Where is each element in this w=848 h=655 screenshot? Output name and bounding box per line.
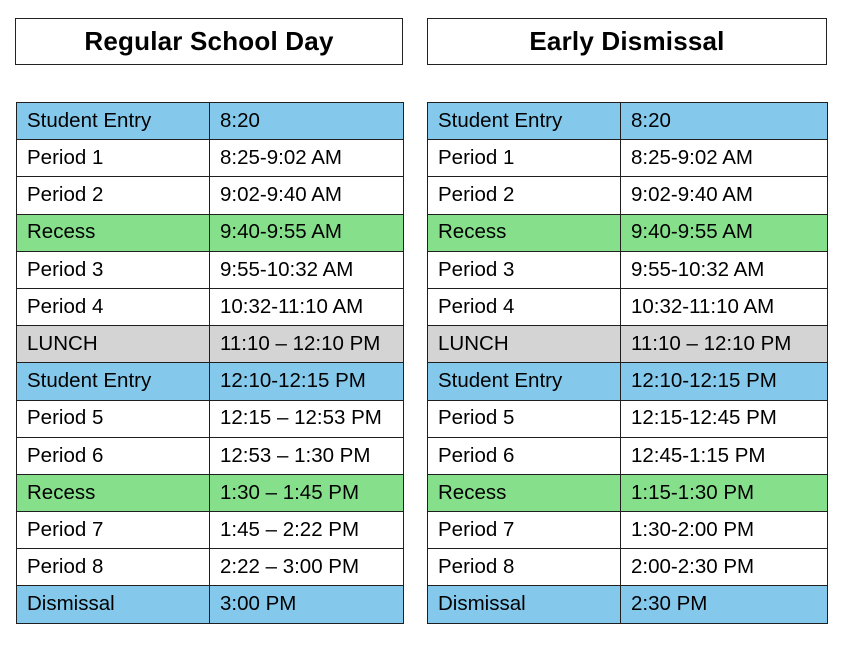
schedule-row-time: 2:00-2:30 PM — [621, 549, 828, 586]
schedule-row-label: Student Entry — [428, 363, 621, 400]
schedule-row-label: Period 2 — [428, 177, 621, 214]
schedule-row-label: Period 8 — [428, 549, 621, 586]
schedule-row — [17, 251, 404, 288]
schedule-row-time: 12:53 – 1:30 PM — [210, 437, 404, 474]
schedule-row-label: Dismissal — [17, 586, 210, 623]
early-dismissal-schedule-table — [427, 102, 828, 624]
schedule-row — [428, 140, 828, 177]
schedule-row — [17, 103, 404, 140]
schedule-row — [428, 288, 828, 325]
schedule-row — [428, 586, 828, 623]
schedule-row-label: LUNCH — [17, 326, 210, 363]
schedule-row-time: 3:00 PM — [210, 586, 404, 623]
schedule-row-time: 11:10 – 12:10 PM — [210, 326, 404, 363]
schedule-row — [17, 586, 404, 623]
schedule-row — [428, 326, 828, 363]
schedule-row-time: 9:02-9:40 AM — [210, 177, 404, 214]
schedule-row — [428, 549, 828, 586]
schedule-row-time: 1:30-2:00 PM — [621, 512, 828, 549]
schedule-row-time: 12:10-12:15 PM — [210, 363, 404, 400]
schedule-row — [17, 512, 404, 549]
schedule-row-time: 9:55-10:32 AM — [621, 251, 828, 288]
schedule-row-time: 1:15-1:30 PM — [621, 474, 828, 511]
schedule-row-time: 12:15 – 12:53 PM — [210, 400, 404, 437]
schedule-row-label: Recess — [17, 474, 210, 511]
schedule-row-label: Period 6 — [17, 437, 210, 474]
schedule-row-label: Period 1 — [428, 140, 621, 177]
schedule-row-label: Period 3 — [17, 251, 210, 288]
schedule-row — [428, 400, 828, 437]
schedule-row — [17, 400, 404, 437]
schedule-row-time: 10:32-11:10 AM — [621, 288, 828, 325]
schedule-row-time: 11:10 – 12:10 PM — [621, 326, 828, 363]
schedule-row — [428, 177, 828, 214]
schedule-row — [17, 214, 404, 251]
schedule-row — [17, 140, 404, 177]
schedule-row-time: 1:45 – 2:22 PM — [210, 512, 404, 549]
schedule-row-time: 8:20 — [621, 103, 828, 140]
schedule-row-time: 9:02-9:40 AM — [621, 177, 828, 214]
schedule-row-label: Period 5 — [17, 400, 210, 437]
schedule-row-time: 9:55-10:32 AM — [210, 251, 404, 288]
schedule-row-time: 8:25-9:02 AM — [621, 140, 828, 177]
schedule-row-time: 12:10-12:15 PM — [621, 363, 828, 400]
schedule-row-label: Period 6 — [428, 437, 621, 474]
schedule-row-label: Period 2 — [17, 177, 210, 214]
schedule-row — [428, 512, 828, 549]
schedule-row-label: Period 4 — [428, 288, 621, 325]
schedule-row-time: 2:22 – 3:00 PM — [210, 549, 404, 586]
schedule-row — [17, 363, 404, 400]
schedule-row-label: Recess — [428, 214, 621, 251]
schedule-row-time: 8:20 — [210, 103, 404, 140]
regular-day-title: Regular School Day — [15, 18, 403, 65]
schedule-row — [17, 288, 404, 325]
schedule-row-label: Student Entry — [428, 103, 621, 140]
schedule-row-time: 1:30 – 1:45 PM — [210, 474, 404, 511]
schedule-row — [17, 474, 404, 511]
schedule-row — [428, 251, 828, 288]
schedule-row-label: LUNCH — [428, 326, 621, 363]
schedule-row — [17, 437, 404, 474]
schedule-row-time: 9:40-9:55 AM — [621, 214, 828, 251]
schedule-row — [428, 474, 828, 511]
schedule-row-time: 12:45-1:15 PM — [621, 437, 828, 474]
schedule-row-label: Recess — [17, 214, 210, 251]
schedule-row — [17, 177, 404, 214]
schedule-row-label: Period 7 — [428, 512, 621, 549]
schedule-row — [428, 214, 828, 251]
schedule-row-label: Period 5 — [428, 400, 621, 437]
schedule-row — [17, 549, 404, 586]
schedule-row-time: 2:30 PM — [621, 586, 828, 623]
schedule-row-label: Period 3 — [428, 251, 621, 288]
schedule-row-time: 8:25-9:02 AM — [210, 140, 404, 177]
schedule-row-label: Period 8 — [17, 549, 210, 586]
schedule-row-label: Period 4 — [17, 288, 210, 325]
schedule-row — [428, 363, 828, 400]
schedule-row-time: 12:15-12:45 PM — [621, 400, 828, 437]
schedule-row-time: 9:40-9:55 AM — [210, 214, 404, 251]
schedule-row-label: Dismissal — [428, 586, 621, 623]
early-dismissal-title: Early Dismissal — [427, 18, 827, 65]
schedule-row-label: Student Entry — [17, 103, 210, 140]
schedule-row — [17, 326, 404, 363]
schedule-row — [428, 103, 828, 140]
schedule-row — [428, 437, 828, 474]
schedule-row-label: Recess — [428, 474, 621, 511]
schedule-row-label: Student Entry — [17, 363, 210, 400]
regular-day-schedule-table — [16, 102, 404, 624]
schedule-row-label: Period 7 — [17, 512, 210, 549]
schedule-row-label: Period 1 — [17, 140, 210, 177]
schedule-row-time: 10:32-11:10 AM — [210, 288, 404, 325]
